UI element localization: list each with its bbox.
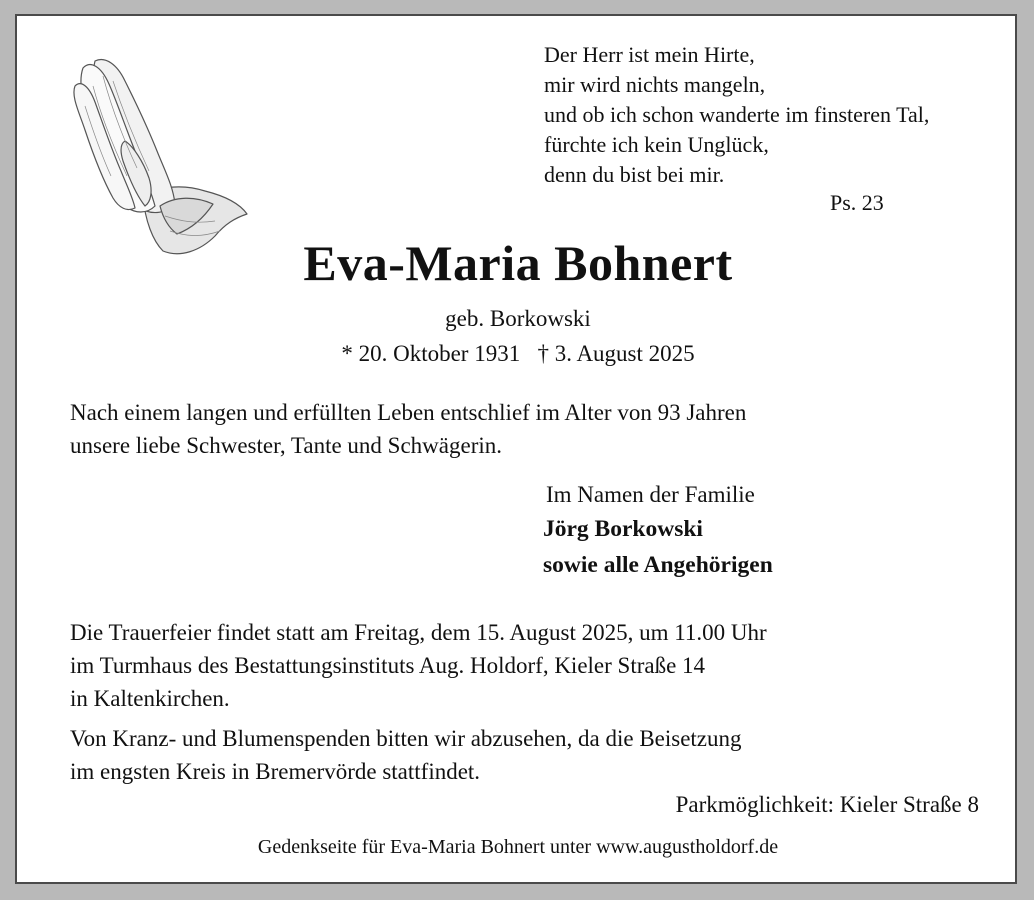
- deceased-name: Eva-Maria Bohnert: [303, 235, 733, 291]
- verse-line: denn du bist bei mir.: [544, 162, 725, 187]
- life-dates: * 20. Oktober 1931 † 3. August 2025: [341, 341, 695, 366]
- donations-line: Von Kranz- und Blumenspenden bitten wir abzusehen, da die Beisetzung: [70, 726, 742, 751]
- announcement-line: Nach einem langen und erfüllten Leben entschlief im Alter von 93 Jahren: [70, 400, 747, 425]
- verse-line: fürchte ich kein Unglück,: [544, 132, 769, 157]
- funeral-info: [70, 616, 767, 715]
- funeral-line: Die Trauerfeier findet statt am Freitag, dem 15. August 2025, um 11.00 Uhr: [70, 620, 767, 645]
- birth-name: geb. Borkowski: [445, 306, 591, 331]
- verse-line: mir wird nichts mangeln,: [544, 72, 766, 97]
- psalm-verse: [544, 40, 929, 190]
- announcement-line: unsere liebe Schwester, Tante und Schwägerin.: [70, 433, 502, 458]
- donations-line: im engsten Kreis in Bremervörde stattfindet.: [70, 759, 481, 784]
- signature-name: Jörg Borkowski: [543, 516, 703, 542]
- funeral-line: in Kaltenkirchen.: [70, 686, 230, 711]
- praying-hands-icon: [65, 46, 250, 261]
- memorial-page-note: Gedenkseite für Eva-Maria Bohnert unter www.augustholdorf.de: [257, 836, 779, 858]
- parking-info: Parkmöglichkeit: Kieler Straße 8: [675, 792, 979, 817]
- funeral-line: im Turmhaus des Bestattungsinstituts Aug. Holdorf, Kieler Straße 14: [70, 653, 706, 678]
- signature-intro: Im Namen der Familie: [546, 482, 755, 507]
- obituary-notice: [15, 14, 1017, 884]
- signature-relatives: sowie alle Angehörigen: [543, 552, 773, 578]
- verse-reference: Ps. 23: [830, 190, 884, 215]
- donations-note: [70, 722, 742, 788]
- verse-line: Der Herr ist mein Hirte,: [544, 42, 755, 67]
- verse-line: und ob ich schon wanderte im finsteren Tal,: [544, 102, 930, 127]
- announcement-text: [70, 396, 746, 462]
